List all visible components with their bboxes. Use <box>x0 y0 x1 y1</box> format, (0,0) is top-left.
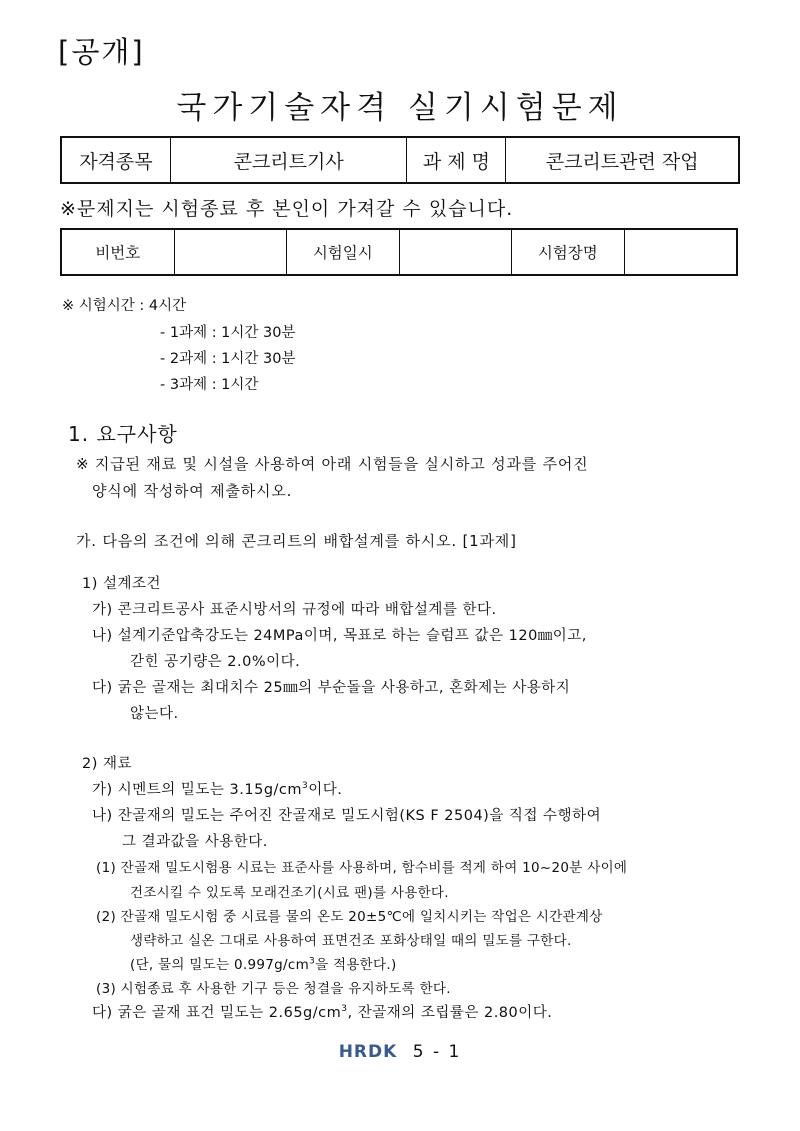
materials-item-ga: 가) 시멘트의 밀도는 $3.15g/cm^3$이다. <box>92 781 343 798</box>
page-footer <box>0 1042 800 1062</box>
materials-item-da: 다) 굵은 골재 표건 밀도는 $2.65g/cm^3$, 잔골재의 조립률은 2.80이다. <box>92 1004 553 1021</box>
number-value-field[interactable] <box>174 229 286 275</box>
place-value-field[interactable] <box>624 229 737 275</box>
materials-item-na-line2: 그 결과값을 사용한다. <box>122 834 268 850</box>
design-conditions-heading: 1) 설계조건 <box>82 576 162 592</box>
design-item-na-line1: 나) 설계기준압축강도는 24MPa이며, 목표로 하는 슬럼프 값은 120㎜이고, <box>92 628 587 644</box>
materials-sub3: (3) 시험종료 후 사용한 기구 등은 청결을 유지하도록 한다. <box>96 981 451 997</box>
design-item-da-line2: 않는다. <box>130 706 179 722</box>
exam-time-task1: - 1과제 : 1시간 30분 <box>160 325 296 341</box>
task-value: 콘크리트관련 작업 <box>506 137 739 183</box>
qualification-table <box>60 136 740 184</box>
page-number: 5 - 1 <box>412 1042 462 1062</box>
date-label: 시험일시 <box>286 229 399 275</box>
qualification-value: 콘크리트기사 <box>170 137 407 183</box>
date-value-field[interactable] <box>399 229 511 275</box>
public-label: [공개] <box>58 35 145 69</box>
hrdk-logo: HRDK <box>338 1042 398 1062</box>
materials-sub2-line3: (단, 물의 밀도는 $0.997g/cm^3$을 적용한다.) <box>130 956 397 973</box>
materials-item-na-line1: 나) 잔골재의 밀도는 주어진 잔골재로 밀도시험(KS F 2504)을 직접 수행하여 <box>92 808 602 824</box>
place-label: 시험장명 <box>511 229 624 275</box>
document-title: 국가기술자격 실기시험문제 <box>176 90 624 126</box>
design-item-ga: 가) 콘크리트공사 표준시방서의 규정에 따라 배합설계를 한다. <box>92 602 497 618</box>
number-label: 비번호 <box>61 229 174 275</box>
requirements-intro-line2: 양식에 작성하여 제출하시오. <box>92 482 293 500</box>
design-item-na-line2: 갇힌 공기량은 2.0%이다. <box>130 654 301 670</box>
materials-sub2-line1: (2) 잔골재 밀도시험 중 시료를 물의 온도 20±5℃에 일치시키는 작업은 시간관계상 <box>96 909 603 925</box>
task-label: 과 제 명 <box>407 137 506 183</box>
materials-sub2-line2: 생략하고 실온 그대로 사용하여 표면건조 포화상태일 때의 밀도를 구한다. <box>130 933 572 949</box>
requirements-intro-line1: ※ 지급된 재료 및 시설을 사용하여 아래 시험들을 실시하고 성과를 주어진 <box>76 455 589 473</box>
notice-text: ※문제지는 시험종료 후 본인이 가져갈 수 있습니다. <box>60 198 514 220</box>
exam-time-total: ※ 시험시간 : 4시간 <box>62 298 187 314</box>
materials-heading: 2) 재료 <box>82 756 133 772</box>
materials-sub1-line1: (1) 잔골재 밀도시험용 시료는 표준사를 사용하며, 함수비를 적게 하여 10~20분 사이에 <box>96 860 628 876</box>
qualification-label: 자격종목 <box>61 137 170 183</box>
requirements-heading: 1. 요구사항 <box>68 422 178 446</box>
exam-info-table <box>60 228 738 276</box>
exam-time-task2: - 2과제 : 1시간 30분 <box>160 351 296 367</box>
section-a-heading: 가. 다음의 조건에 의해 콘크리트의 배합설계를 하시오. [1과제] <box>76 532 517 550</box>
exam-time-task3: - 3과제 : 1시간 <box>160 377 259 393</box>
materials-sub1-line2: 건조시킬 수 있도록 모래건조기(시료 팬)를 사용한다. <box>130 885 449 901</box>
design-item-da-line1: 다) 굵은 골재는 최대치수 25㎜의 부순돌을 사용하고, 혼화제는 사용하지 <box>92 680 571 696</box>
